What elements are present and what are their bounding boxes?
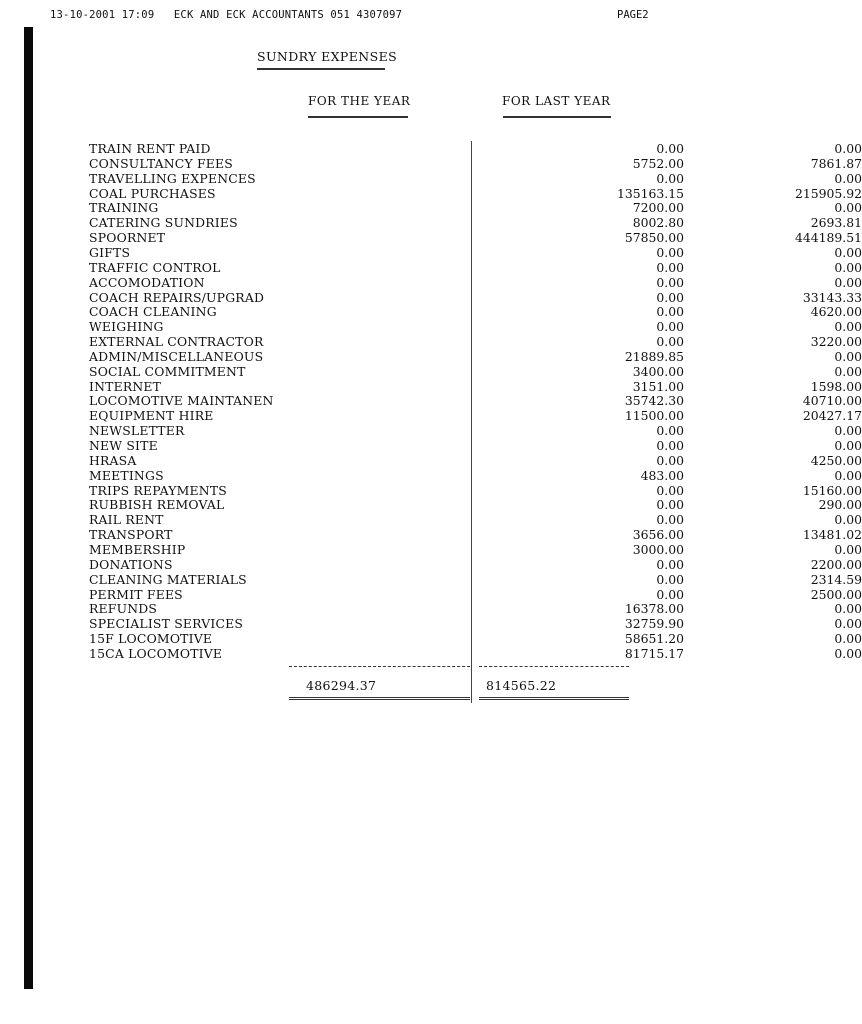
current-year-amount: 35742.30 bbox=[624, 393, 684, 409]
expense-row bbox=[0, 348, 862, 364]
last-year-amount: 0.00 bbox=[834, 512, 862, 528]
expense-row bbox=[0, 378, 862, 394]
last-year-amount: 2200.00 bbox=[810, 556, 862, 572]
expense-row bbox=[0, 586, 862, 602]
expense-label: TRAVELLING EXPENCES bbox=[89, 170, 256, 186]
expense-row bbox=[0, 244, 862, 260]
expense-row bbox=[0, 556, 862, 572]
last-year-amount: 0.00 bbox=[834, 170, 862, 186]
expense-label: TRAIN RENT PAID bbox=[89, 141, 211, 156]
expense-row bbox=[0, 497, 862, 513]
current-year-amount: 0.00 bbox=[656, 304, 684, 320]
current-year-amount: 0.00 bbox=[656, 438, 684, 453]
subtotal-line-last bbox=[479, 666, 629, 667]
last-year-amount: 40710.00 bbox=[802, 393, 862, 409]
expense-label: COAL PURCHASES bbox=[89, 185, 216, 201]
last-year-amount: 7861.87 bbox=[810, 155, 862, 171]
expense-row bbox=[0, 259, 862, 275]
expense-row bbox=[0, 319, 862, 335]
expense-row bbox=[0, 155, 862, 171]
expense-label: EXTERNAL CONTRACTOR bbox=[89, 334, 264, 350]
expense-row bbox=[0, 141, 862, 156]
last-year-amount: 2500.00 bbox=[810, 586, 862, 602]
expense-label: DONATIONS bbox=[89, 556, 173, 572]
expense-label: HRASA bbox=[89, 452, 137, 468]
current-year-amount: 0.00 bbox=[656, 141, 684, 156]
current-year-amount: 0.00 bbox=[656, 289, 684, 305]
expense-row bbox=[0, 230, 862, 246]
current-year-amount: 0.00 bbox=[656, 586, 684, 602]
current-year-amount: 0.00 bbox=[656, 452, 684, 468]
expense-label: GIFTS bbox=[89, 244, 131, 260]
expense-label: RAIL RENT bbox=[89, 512, 164, 528]
last-year-amount: 0.00 bbox=[834, 438, 862, 453]
expense-label: ADMIN/MISCELLANEOUS bbox=[89, 348, 264, 364]
expense-label: MEETINGS bbox=[89, 467, 164, 483]
expense-row bbox=[0, 185, 862, 201]
last-year-amount: 0.00 bbox=[834, 616, 862, 632]
current-year-amount: 0.00 bbox=[656, 512, 684, 528]
total-last-year: 814565.22 bbox=[486, 678, 557, 693]
expense-label: TRIPS REPAYMENTS bbox=[89, 482, 227, 498]
current-year-amount: 0.00 bbox=[656, 274, 684, 290]
current-year-amount: 8002.80 bbox=[632, 215, 684, 231]
expense-label: RUBBISH REMOVAL bbox=[89, 497, 225, 513]
last-year-amount: 0.00 bbox=[834, 363, 862, 379]
expense-row bbox=[0, 334, 862, 350]
expense-label: TRAFFIC CONTROL bbox=[89, 259, 221, 275]
expense-label: 15CA LOCOMOTIVE bbox=[89, 645, 223, 661]
current-year-amount: 3151.00 bbox=[632, 378, 684, 394]
expense-label: NEWSLETTER bbox=[89, 423, 185, 439]
last-year-amount: 0.00 bbox=[834, 141, 862, 156]
last-year-amount: 290.00 bbox=[818, 497, 862, 513]
last-year-amount: 0.00 bbox=[834, 631, 862, 647]
column-underline-last bbox=[503, 116, 611, 118]
last-year-amount: 0.00 bbox=[834, 200, 862, 216]
current-year-amount: 0.00 bbox=[656, 334, 684, 350]
total-current-year: 486294.37 bbox=[306, 678, 377, 693]
last-year-amount: 2693.81 bbox=[810, 215, 862, 231]
current-year-amount: 0.00 bbox=[656, 571, 684, 587]
expense-label: ACCOMODATION bbox=[89, 274, 205, 290]
current-year-amount: 0.00 bbox=[656, 423, 684, 439]
expense-row bbox=[0, 631, 862, 647]
last-year-amount: 0.00 bbox=[834, 423, 862, 439]
expense-row bbox=[0, 289, 862, 305]
expense-row bbox=[0, 616, 862, 632]
current-year-amount: 32759.90 bbox=[624, 616, 684, 632]
total-double-line-current bbox=[289, 697, 470, 700]
expense-label: CATERING SUNDRIES bbox=[89, 215, 238, 231]
expense-label: COACH REPAIRS/UPGRAD bbox=[89, 289, 265, 305]
report-title: SUNDRY EXPENSES bbox=[257, 49, 398, 64]
expense-label: CLEANING MATERIALS bbox=[89, 571, 247, 587]
expense-row bbox=[0, 438, 862, 453]
column-header-current-year: FOR THE YEAR bbox=[308, 94, 411, 108]
current-year-amount: 0.00 bbox=[656, 319, 684, 335]
last-year-amount: 1598.00 bbox=[810, 378, 862, 394]
last-year-amount: 13481.02 bbox=[802, 527, 862, 543]
expense-label: INTERNET bbox=[89, 378, 162, 394]
expense-label: 15F LOCOMOTIVE bbox=[89, 631, 213, 647]
expense-label: MEMBERSHIP bbox=[89, 541, 186, 557]
expense-row bbox=[0, 393, 862, 409]
current-year-amount: 11500.00 bbox=[624, 408, 684, 424]
last-year-amount: 3220.00 bbox=[810, 334, 862, 350]
expense-row bbox=[0, 408, 862, 424]
last-year-amount: 0.00 bbox=[834, 348, 862, 364]
expense-row bbox=[0, 304, 862, 320]
last-year-amount: 0.00 bbox=[834, 467, 862, 483]
current-year-amount: 21889.85 bbox=[624, 348, 684, 364]
expense-label: TRAINING bbox=[89, 200, 159, 216]
expense-row bbox=[0, 215, 862, 231]
last-year-amount: 0.00 bbox=[834, 541, 862, 557]
expense-label: CONSULTANCY FEES bbox=[89, 155, 233, 171]
current-year-amount: 0.00 bbox=[656, 244, 684, 260]
expense-row bbox=[0, 274, 862, 290]
last-year-amount: 215905.92 bbox=[794, 185, 862, 201]
current-year-amount: 81715.17 bbox=[624, 645, 684, 661]
expense-label: REFUNDS bbox=[89, 601, 158, 617]
current-year-amount: 0.00 bbox=[656, 482, 684, 498]
current-year-amount: 0.00 bbox=[656, 497, 684, 513]
column-header-last-year: FOR LAST YEAR bbox=[502, 94, 611, 108]
expense-row bbox=[0, 170, 862, 186]
last-year-amount: 0.00 bbox=[834, 319, 862, 335]
last-year-amount: 33143.33 bbox=[802, 289, 862, 305]
expense-row bbox=[0, 467, 862, 483]
fax-header-line: 13-10-2001 17:09 ECK AND ECK ACCOUNTANTS 051 4307097 bbox=[50, 9, 403, 21]
current-year-amount: 16378.00 bbox=[624, 601, 684, 617]
current-year-amount: 483.00 bbox=[640, 467, 684, 483]
last-year-amount: 20427.17 bbox=[802, 408, 862, 424]
expense-label: SPOORNET bbox=[89, 230, 166, 246]
expense-row bbox=[0, 452, 862, 468]
expense-row bbox=[0, 571, 862, 587]
expense-row bbox=[0, 512, 862, 528]
expense-label: PERMIT FEES bbox=[89, 586, 183, 602]
current-year-amount: 3400.00 bbox=[632, 363, 684, 379]
expense-row bbox=[0, 527, 862, 543]
expense-label: EQUIPMENT HIRE bbox=[89, 408, 214, 424]
last-year-amount: 444189.51 bbox=[794, 230, 862, 246]
current-year-amount: 3656.00 bbox=[632, 527, 684, 543]
expense-label: WEIGHING bbox=[89, 319, 164, 335]
expense-label: LOCOMOTIVE MAINTANEN bbox=[89, 393, 274, 409]
current-year-amount: 135163.15 bbox=[616, 185, 684, 201]
last-year-amount: 4620.00 bbox=[810, 304, 862, 320]
current-year-amount: 5752.00 bbox=[632, 155, 684, 171]
column-divider bbox=[471, 141, 472, 703]
expense-row bbox=[0, 601, 862, 617]
last-year-amount: 0.00 bbox=[834, 244, 862, 260]
current-year-amount: 0.00 bbox=[656, 556, 684, 572]
expense-label: COACH CLEANING bbox=[89, 304, 217, 320]
expense-row bbox=[0, 200, 862, 216]
last-year-amount: 0.00 bbox=[834, 259, 862, 275]
expense-row bbox=[0, 645, 862, 661]
last-year-amount: 2314.59 bbox=[810, 571, 862, 587]
last-year-amount: 0.00 bbox=[834, 645, 862, 661]
last-year-amount: 15160.00 bbox=[802, 482, 862, 498]
expense-label: SOCIAL COMMITMENT bbox=[89, 363, 246, 379]
expense-label: NEW SITE bbox=[89, 438, 158, 453]
column-underline-current bbox=[308, 116, 408, 118]
title-underline bbox=[257, 68, 385, 70]
current-year-amount: 0.00 bbox=[656, 170, 684, 186]
expense-label: SPECIALIST SERVICES bbox=[89, 616, 244, 632]
fax-page-number: PAGE2 bbox=[617, 9, 649, 21]
subtotal-line-current bbox=[289, 666, 470, 667]
last-year-amount: 4250.00 bbox=[810, 452, 862, 468]
expense-row bbox=[0, 363, 862, 379]
expense-row bbox=[0, 482, 862, 498]
expense-row bbox=[0, 423, 862, 439]
current-year-amount: 0.00 bbox=[656, 259, 684, 275]
current-year-amount: 58651.20 bbox=[624, 631, 684, 647]
expense-row bbox=[0, 541, 862, 557]
current-year-amount: 3000.00 bbox=[632, 541, 684, 557]
expense-label: TRANSPORT bbox=[89, 527, 173, 543]
current-year-amount: 57850.00 bbox=[624, 230, 684, 246]
last-year-amount: 0.00 bbox=[834, 601, 862, 617]
last-year-amount: 0.00 bbox=[834, 274, 862, 290]
total-double-line-last bbox=[479, 697, 629, 700]
current-year-amount: 7200.00 bbox=[632, 200, 684, 216]
